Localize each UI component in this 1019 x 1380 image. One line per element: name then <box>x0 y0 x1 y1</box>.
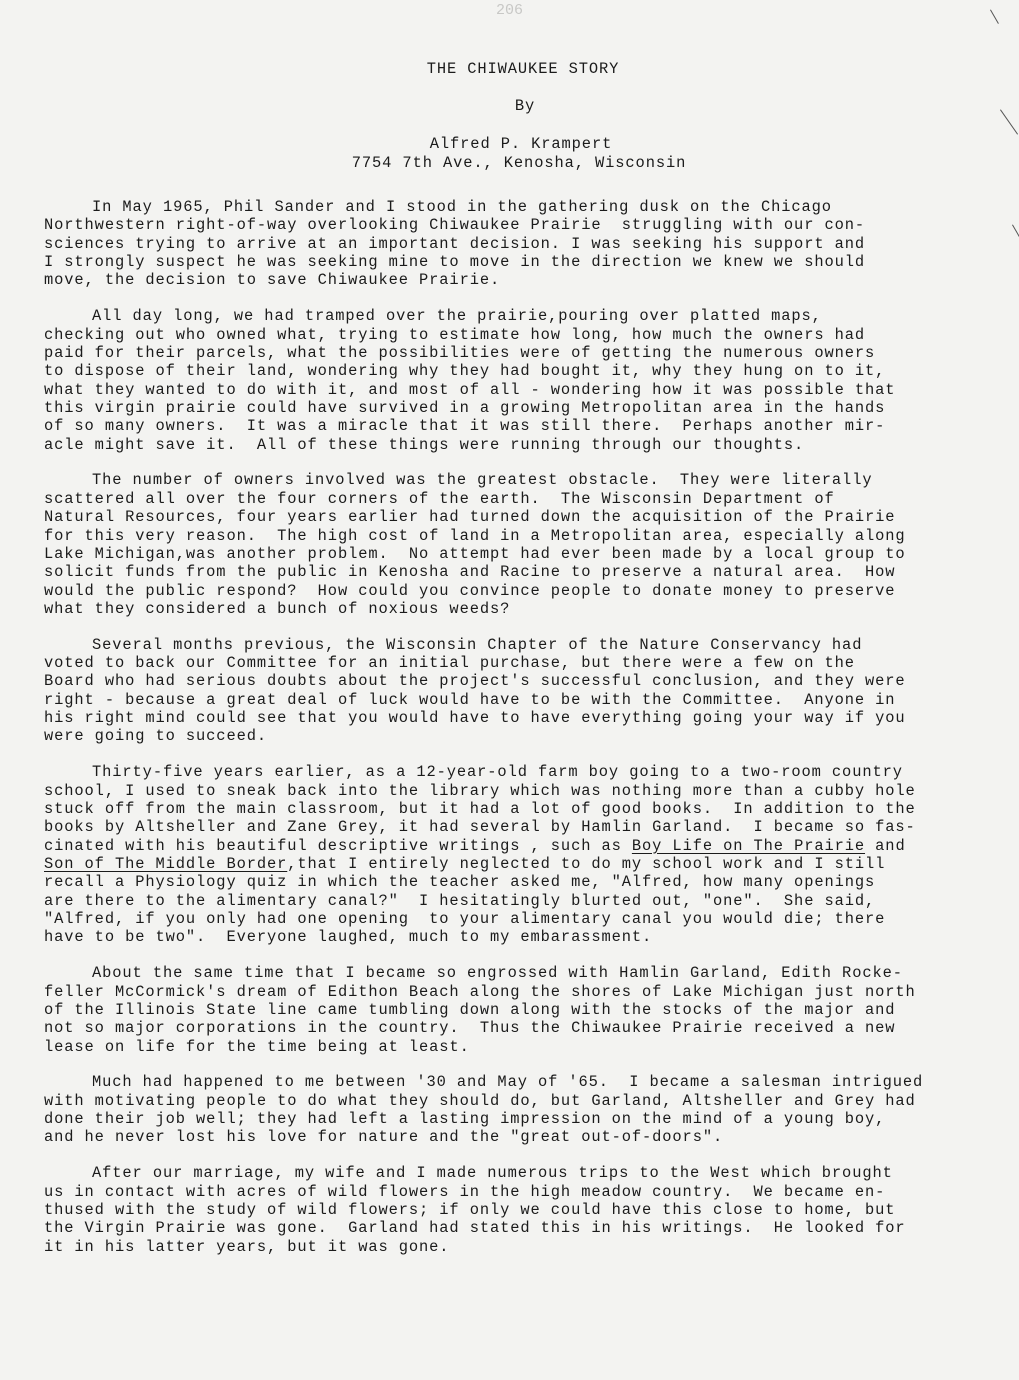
line-text: are there to the alimentary canal?" I hesitatingly blurted out, "one". She said, <box>44 891 876 910</box>
author-address: 7754 7th Ave., Kenosha, Wisconsin <box>351 154 687 172</box>
text-line <box>44 910 994 928</box>
text-line <box>44 399 994 417</box>
line-text: feller McCormick's dream of Edithon Beach along the shores of Lake Michigan just north <box>44 982 916 1001</box>
line-text: ,that I entirely neglected to do my school work and I still <box>287 855 886 873</box>
text-line <box>44 1110 994 1128</box>
paragraph <box>44 964 994 1056</box>
line-text: to dispose of their land, wondering why they had bought it, why they hung on to it, <box>44 362 886 381</box>
text-line <box>44 672 994 690</box>
line-text: The number of owners involved was the greatest obstacle. They were literally <box>92 471 873 490</box>
line-text: Northwestern right-of-way overlooking Chiwaukee Prairie struggling with our con- <box>44 216 866 235</box>
paragraph <box>44 636 994 746</box>
text-line <box>44 1201 994 1219</box>
line-text: In May 1965, Phil Sander and I stood in the gathering dusk on the Chicago <box>92 198 832 216</box>
text-line <box>44 873 994 891</box>
text-line <box>44 928 994 946</box>
text-line <box>44 892 994 910</box>
paragraph <box>44 198 994 290</box>
line-text: voted to back our Committee for an initial purchase, but there were a few on the <box>44 654 855 673</box>
line-text: Thirty-five years earlier, as a 12-year-old farm boy going to a two-room country <box>92 763 903 782</box>
story-paragraphs <box>44 198 994 1256</box>
text-line <box>44 216 994 234</box>
byline-by: By <box>514 97 536 115</box>
text-line <box>44 417 994 435</box>
line-text: sciences trying to arrive at an important decision. I was seeking his support and <box>44 234 866 253</box>
text-line <box>44 436 994 454</box>
text-line <box>44 983 994 1001</box>
text-line <box>44 818 994 836</box>
line-text: and he never lost his love for nature and the "great out-of-doors". <box>44 1128 724 1147</box>
text-line <box>44 1219 994 1237</box>
line-text: "Alfred, if you only had one opening to your alimentary canal you would die; there <box>44 910 886 929</box>
line-text: were going to succeed. <box>44 727 267 746</box>
text-line <box>44 253 994 271</box>
text-line <box>44 654 994 672</box>
text-line <box>44 855 994 873</box>
scan-edge-mark <box>1012 225 1019 250</box>
paragraph <box>44 307 994 454</box>
line-text: not so major corporations in the country. Thus the Chiwaukee Prairie received a new <box>44 1019 896 1038</box>
line-text: Much had happened to me between '30 and May of '65. I became a salesman intrigued <box>92 1073 924 1092</box>
line-text: paid for their parcels, what the possibilities were of getting the numerous owners <box>44 343 876 362</box>
line-text: have to be two". Everyone laughed, much to my embarassment. <box>44 928 653 947</box>
scan-edge-mark <box>990 10 999 24</box>
story-title: THE CHIWAUKEE STORY <box>426 60 620 78</box>
text-line <box>44 709 994 727</box>
line-text: move, the decision to save Chiwaukee Prairie. <box>44 271 501 290</box>
line-text: After our marriage, my wife and I made numerous trips to the West which brought <box>92 1164 893 1183</box>
text-line <box>44 964 994 982</box>
text-line <box>44 800 994 818</box>
text-line <box>44 545 994 563</box>
line-text: and <box>865 836 906 855</box>
paragraph <box>44 1164 994 1256</box>
line-text: scattered all over the four corners of the earth. The Wisconsin Department of <box>44 489 835 508</box>
line-text: About the same time that I became so engrossed with Hamlin Garland, Edith Rocke- <box>92 964 903 983</box>
text-line <box>44 344 994 362</box>
scan-edge-mark <box>1000 109 1018 134</box>
author-name: Alfred P. Krampert <box>429 135 613 153</box>
text-line <box>44 727 994 745</box>
line-text: Several months previous, the Wisconsin Chapter of the Nature Conservancy had <box>92 635 863 654</box>
line-text: what they considered a bunch of noxious weeds? <box>44 599 511 618</box>
line-text: stuck off from the main classroom, but it had a lot of good books. In addition to the <box>44 799 916 818</box>
line-text: Board who had serious doubts about the project's successful conclusion, and they were <box>44 672 906 691</box>
text-line <box>44 782 994 800</box>
paragraph <box>44 763 994 946</box>
text-line <box>44 600 994 618</box>
line-text: acle might save it. All of these things were running through our thoughts. <box>44 435 805 454</box>
text-line <box>44 198 994 216</box>
paragraph <box>44 471 994 618</box>
text-line <box>44 837 994 855</box>
book-title: Son of The Middle Border <box>44 855 288 873</box>
line-text: us in contact with acres of wild flowers in the high meadow country. We became en- <box>44 1182 886 1201</box>
paragraph <box>44 1073 994 1146</box>
text-line <box>44 582 994 600</box>
line-text: right - because a great deal of luck would have to be with the Committee. Anyone in <box>44 690 896 709</box>
text-line <box>44 1183 994 1201</box>
text-line <box>44 508 994 526</box>
text-line <box>44 1164 994 1182</box>
line-text: school, I used to sneak back into the library which was nothing more than a cubby hole <box>44 781 916 800</box>
line-text: of the Illinois State line came tumbling down along with the stocks of the major and <box>44 1000 896 1019</box>
line-text: All day long, we had tramped over the prairie,pouring over platted maps, <box>92 307 822 326</box>
text-line <box>44 691 994 709</box>
line-text: what they wanted to do with it, and most of all - wondering how it was possible that <box>44 380 896 399</box>
text-line <box>44 1092 994 1110</box>
line-text: I strongly suspect he was seeking mine to move in the direction we knew we should <box>44 253 866 272</box>
line-text: Lake Michigan,was another problem. No attempt had ever been made by a local group to <box>44 544 906 563</box>
line-text: would the public respond? How could you convince people to donate money to preserve <box>44 581 896 600</box>
text-line <box>44 471 994 489</box>
line-text: for this very reason. The high cost of land in a Metropolitan area, especially along <box>44 526 906 545</box>
document-body <box>44 60 994 1274</box>
text-line <box>44 1238 994 1256</box>
text-line <box>44 235 994 253</box>
line-text: Natural Resources, four years earlier had turned down the acquisition of the Prairie <box>44 508 896 527</box>
line-text: books by Altsheller and Zane Grey, it had several by Hamlin Garland. I became so fas- <box>44 818 916 837</box>
text-line <box>44 326 994 344</box>
line-text: the Virgin Prairie was gone. Garland had stated this in his writings. He looked for <box>44 1219 906 1238</box>
line-text: his right mind could see that you would have to have everything going your way if you <box>44 709 906 728</box>
line-text: lease on life for the time being at least. <box>44 1037 470 1056</box>
line-text: with motivating people to do what they should do, but Garland, Altsheller and Grey had <box>44 1091 916 1110</box>
line-text: checking out who owned what, trying to estimate how long, how much the owners had <box>44 325 866 344</box>
text-line <box>44 1038 994 1056</box>
book-title: Boy Life on The Prairie <box>631 836 866 855</box>
text-line <box>44 307 994 325</box>
text-line <box>44 381 994 399</box>
text-line <box>44 1019 994 1037</box>
line-text: cinated with his beautiful descriptive writings , such as <box>44 836 632 855</box>
text-line <box>44 563 994 581</box>
text-line <box>44 763 994 781</box>
line-text: solicit funds from the public in Kenosha and Racine to preserve a natural area. How <box>44 563 896 582</box>
text-line <box>44 271 994 289</box>
text-line <box>44 362 994 380</box>
line-text: it in his latter years, but it was gone. <box>44 1237 450 1256</box>
text-line <box>44 1001 994 1019</box>
text-line <box>44 1128 994 1146</box>
text-line <box>44 1073 994 1091</box>
line-text: recall a Physiology quiz in which the teacher asked me, "Alfred, how many openings <box>44 873 876 892</box>
line-text: of so many owners. It was a miracle that it was still there. Perhaps another mir- <box>44 417 886 436</box>
faint-page-number: 206 <box>496 2 524 19</box>
text-line <box>44 527 994 545</box>
line-text: thused with the study of wild flowers; if only we could have this close to home, but <box>44 1201 896 1219</box>
text-line <box>44 490 994 508</box>
line-text: done their job well; they had left a lasting impression on the mind of a young boy, <box>44 1110 886 1129</box>
line-text: this virgin prairie could have survived in a growing Metropolitan area in the hands <box>44 398 886 417</box>
text-line <box>44 636 994 654</box>
